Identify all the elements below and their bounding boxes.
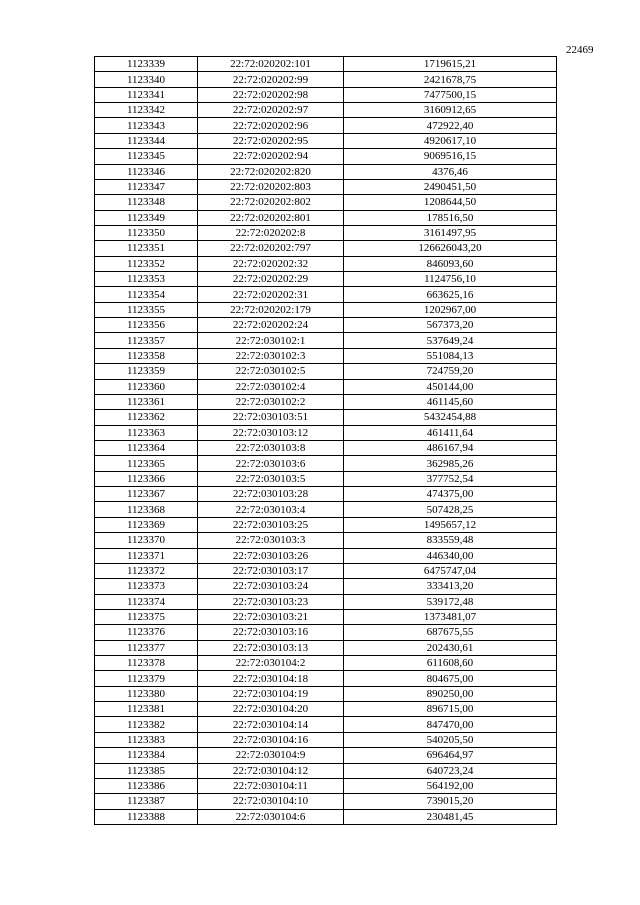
cadastral-value-cell: 178516,50 xyxy=(344,210,557,225)
cadastral-value-cell: 202430,61 xyxy=(344,640,557,655)
cadastral-number-cell: 22:72:020202:94 xyxy=(198,149,344,164)
cadastral-value-cell: 450144,00 xyxy=(344,379,557,394)
table-row xyxy=(95,425,557,440)
cadastral-number-cell: 22:72:020202:31 xyxy=(198,287,344,302)
cadastral-number-cell: 22:72:020202:101 xyxy=(198,57,344,72)
row-number-cell: 1123339 xyxy=(95,57,198,72)
row-number-cell: 1123354 xyxy=(95,287,198,302)
cadastral-value-cell: 1208644,50 xyxy=(344,195,557,210)
table-row xyxy=(95,686,557,701)
cadastral-value-cell: 461411,64 xyxy=(344,425,557,440)
cadastral-value-cell: 640723,24 xyxy=(344,763,557,778)
cadastral-number-cell: 22:72:030104:10 xyxy=(198,794,344,809)
table-body xyxy=(95,57,557,825)
cadastral-number-cell: 22:72:030103:3 xyxy=(198,533,344,548)
cadastral-value-cell: 7477500,15 xyxy=(344,87,557,102)
table-row xyxy=(95,794,557,809)
cadastral-number-cell: 22:72:020202:802 xyxy=(198,195,344,210)
page-number: 22469 xyxy=(566,44,594,56)
table-row xyxy=(95,272,557,287)
table-row xyxy=(95,133,557,148)
row-number-cell: 1123369 xyxy=(95,517,198,532)
cadastral-value-cell: 687675,55 xyxy=(344,625,557,640)
table-row xyxy=(95,471,557,486)
cadastral-number-cell: 22:72:030104:16 xyxy=(198,732,344,747)
cadastral-number-cell: 22:72:030102:3 xyxy=(198,348,344,363)
cadastral-number-cell: 22:72:030103:21 xyxy=(198,609,344,624)
cadastral-number-cell: 22:72:020202:97 xyxy=(198,103,344,118)
row-number-cell: 1123349 xyxy=(95,210,198,225)
cadastral-number-cell: 22:72:030103:28 xyxy=(198,487,344,502)
row-number-cell: 1123380 xyxy=(95,686,198,701)
cadastral-value-cell: 724759,20 xyxy=(344,364,557,379)
cadastral-value-cell: 4920617,10 xyxy=(344,133,557,148)
cadastral-number-cell: 22:72:020202:29 xyxy=(198,272,344,287)
cadastral-number-cell: 22:72:030104:20 xyxy=(198,702,344,717)
cadastral-value-cell: 890250,00 xyxy=(344,686,557,701)
cadastral-number-cell: 22:72:030103:51 xyxy=(198,410,344,425)
cadastral-number-cell: 22:72:020202:96 xyxy=(198,118,344,133)
cadastral-number-cell: 22:72:030104:18 xyxy=(198,671,344,686)
cadastral-number-cell: 22:72:020202:8 xyxy=(198,225,344,240)
table-row xyxy=(95,164,557,179)
cadastral-number-cell: 22:72:030103:16 xyxy=(198,625,344,640)
cadastral-value-cell: 377752,54 xyxy=(344,471,557,486)
cadastral-value-cell: 663625,16 xyxy=(344,287,557,302)
table-row xyxy=(95,487,557,502)
cadastral-number-cell: 22:72:030103:6 xyxy=(198,456,344,471)
table-row xyxy=(95,548,557,563)
cadastral-value-cell: 1719615,21 xyxy=(344,57,557,72)
row-number-cell: 1123365 xyxy=(95,456,198,471)
cadastral-number-cell: 22:72:020202:24 xyxy=(198,318,344,333)
table-row xyxy=(95,717,557,732)
cadastral-value-cell: 4376,46 xyxy=(344,164,557,179)
row-number-cell: 1123346 xyxy=(95,164,198,179)
table-row xyxy=(95,72,557,87)
cadastral-number-cell: 22:72:020202:801 xyxy=(198,210,344,225)
cadastral-value-cell: 486167,94 xyxy=(344,440,557,455)
table-row xyxy=(95,579,557,594)
cadastral-value-cell: 126626043,20 xyxy=(344,241,557,256)
table-row xyxy=(95,440,557,455)
cadastral-value-cell: 3160912,65 xyxy=(344,103,557,118)
cadastral-value-cell: 833559,48 xyxy=(344,533,557,548)
cadastral-value-cell: 551084,13 xyxy=(344,348,557,363)
cadastral-value-cell: 446340,00 xyxy=(344,548,557,563)
table-row xyxy=(95,671,557,686)
cadastral-number-cell: 22:72:030104:19 xyxy=(198,686,344,701)
cadastral-value-cell: 896715,00 xyxy=(344,702,557,717)
table-row xyxy=(95,348,557,363)
row-number-cell: 1123352 xyxy=(95,256,198,271)
row-number-cell: 1123342 xyxy=(95,103,198,118)
cadastral-number-cell: 22:72:030102:5 xyxy=(198,364,344,379)
cadastral-number-cell: 22:72:020202:95 xyxy=(198,133,344,148)
table-row xyxy=(95,563,557,578)
cadastral-number-cell: 22:72:030104:6 xyxy=(198,809,344,824)
table-row xyxy=(95,594,557,609)
row-number-cell: 1123381 xyxy=(95,702,198,717)
cadastral-value-cell: 1124756,10 xyxy=(344,272,557,287)
table-row xyxy=(95,456,557,471)
row-number-cell: 1123345 xyxy=(95,149,198,164)
row-number-cell: 1123340 xyxy=(95,72,198,87)
cadastral-value-cell: 739015,20 xyxy=(344,794,557,809)
cadastral-value-cell: 6475747,04 xyxy=(344,563,557,578)
cadastral-value-cell: 507428,25 xyxy=(344,502,557,517)
cadastral-number-cell: 22:72:030103:17 xyxy=(198,563,344,578)
cadastral-value-cell: 804675,00 xyxy=(344,671,557,686)
table-row xyxy=(95,640,557,655)
row-number-cell: 1123382 xyxy=(95,717,198,732)
cadastral-number-cell: 22:72:020202:99 xyxy=(198,72,344,87)
cadastral-value-cell: 567373,20 xyxy=(344,318,557,333)
row-number-cell: 1123363 xyxy=(95,425,198,440)
table-row xyxy=(95,333,557,348)
table-row xyxy=(95,225,557,240)
row-number-cell: 1123372 xyxy=(95,563,198,578)
row-number-cell: 1123357 xyxy=(95,333,198,348)
row-number-cell: 1123374 xyxy=(95,594,198,609)
row-number-cell: 1123355 xyxy=(95,302,198,317)
table-row xyxy=(95,748,557,763)
table-row xyxy=(95,379,557,394)
cadastral-number-cell: 22:72:030104:11 xyxy=(198,778,344,793)
row-number-cell: 1123367 xyxy=(95,487,198,502)
cadastral-value-cell: 847470,00 xyxy=(344,717,557,732)
cadastral-value-cell: 539172,48 xyxy=(344,594,557,609)
cadastral-number-cell: 22:72:030103:23 xyxy=(198,594,344,609)
cadastral-number-cell: 22:72:030103:26 xyxy=(198,548,344,563)
cadastral-number-cell: 22:72:030103:24 xyxy=(198,579,344,594)
row-number-cell: 1123375 xyxy=(95,609,198,624)
row-number-cell: 1123386 xyxy=(95,778,198,793)
table-row xyxy=(95,517,557,532)
row-number-cell: 1123362 xyxy=(95,410,198,425)
table-row xyxy=(95,149,557,164)
table-row xyxy=(95,210,557,225)
cadastral-value-cell: 2490451,50 xyxy=(344,179,557,194)
cadastral-value-cell: 696464,97 xyxy=(344,748,557,763)
table-row xyxy=(95,778,557,793)
cadastral-number-cell: 22:72:020202:98 xyxy=(198,87,344,102)
table-row xyxy=(95,702,557,717)
cadastral-value-cell: 333413,20 xyxy=(344,579,557,594)
cadastral-value-cell: 2421678,75 xyxy=(344,72,557,87)
cadastral-value-cell: 461145,60 xyxy=(344,394,557,409)
cadastral-number-cell: 22:72:030102:1 xyxy=(198,333,344,348)
table-row xyxy=(95,609,557,624)
cadastral-number-cell: 22:72:020202:797 xyxy=(198,241,344,256)
table-row xyxy=(95,625,557,640)
row-number-cell: 1123378 xyxy=(95,656,198,671)
cadastral-value-cell: 474375,00 xyxy=(344,487,557,502)
table-row xyxy=(95,118,557,133)
cadastral-value-cell: 5432454,88 xyxy=(344,410,557,425)
table-row xyxy=(95,394,557,409)
cadastral-number-cell: 22:72:030103:13 xyxy=(198,640,344,655)
row-number-cell: 1123341 xyxy=(95,87,198,102)
row-number-cell: 1123350 xyxy=(95,225,198,240)
row-number-cell: 1123366 xyxy=(95,471,198,486)
row-number-cell: 1123371 xyxy=(95,548,198,563)
table-row xyxy=(95,502,557,517)
table-row xyxy=(95,732,557,747)
cadastral-value-cell: 1373481,07 xyxy=(344,609,557,624)
row-number-cell: 1123388 xyxy=(95,809,198,824)
cadastral-value-cell: 230481,45 xyxy=(344,809,557,824)
cadastral-number-cell: 22:72:030103:12 xyxy=(198,425,344,440)
row-number-cell: 1123358 xyxy=(95,348,198,363)
cadastral-value-cell: 611608,60 xyxy=(344,656,557,671)
cadastral-value-cell: 472922,40 xyxy=(344,118,557,133)
table-row xyxy=(95,809,557,824)
row-number-cell: 1123368 xyxy=(95,502,198,517)
row-number-cell: 1123351 xyxy=(95,241,198,256)
row-number-cell: 1123356 xyxy=(95,318,198,333)
row-number-cell: 1123360 xyxy=(95,379,198,394)
table-row xyxy=(95,287,557,302)
row-number-cell: 1123377 xyxy=(95,640,198,655)
table-row xyxy=(95,195,557,210)
cadastral-value-cell: 540205,50 xyxy=(344,732,557,747)
cadastral-value-cell: 9069516,15 xyxy=(344,149,557,164)
row-number-cell: 1123359 xyxy=(95,364,198,379)
table-row xyxy=(95,533,557,548)
cadastral-value-cell: 3161497,95 xyxy=(344,225,557,240)
cadastral-number-cell: 22:72:030103:4 xyxy=(198,502,344,517)
table-row xyxy=(95,179,557,194)
table-row xyxy=(95,57,557,72)
row-number-cell: 1123383 xyxy=(95,732,198,747)
cadastral-number-cell: 22:72:030103:8 xyxy=(198,440,344,455)
cadastral-value-table xyxy=(94,56,557,825)
cadastral-value-cell: 1495657,12 xyxy=(344,517,557,532)
cadastral-number-cell: 22:72:030103:5 xyxy=(198,471,344,486)
cadastral-value-cell: 537649,24 xyxy=(344,333,557,348)
row-number-cell: 1123348 xyxy=(95,195,198,210)
row-number-cell: 1123370 xyxy=(95,533,198,548)
cadastral-value-cell: 362985,26 xyxy=(344,456,557,471)
row-number-cell: 1123379 xyxy=(95,671,198,686)
cadastral-number-cell: 22:72:020202:179 xyxy=(198,302,344,317)
row-number-cell: 1123385 xyxy=(95,763,198,778)
table-row xyxy=(95,256,557,271)
row-number-cell: 1123361 xyxy=(95,394,198,409)
table-row xyxy=(95,87,557,102)
cadastral-number-cell: 22:72:030103:25 xyxy=(198,517,344,532)
table-row xyxy=(95,410,557,425)
cadastral-number-cell: 22:72:030104:14 xyxy=(198,717,344,732)
cadastral-number-cell: 22:72:020202:820 xyxy=(198,164,344,179)
cadastral-number-cell: 22:72:030104:12 xyxy=(198,763,344,778)
row-number-cell: 1123344 xyxy=(95,133,198,148)
row-number-cell: 1123387 xyxy=(95,794,198,809)
cadastral-number-cell: 22:72:030104:9 xyxy=(198,748,344,763)
cadastral-value-cell: 1202967,00 xyxy=(344,302,557,317)
cadastral-number-cell: 22:72:030104:2 xyxy=(198,656,344,671)
row-number-cell: 1123347 xyxy=(95,179,198,194)
cadastral-number-cell: 22:72:030102:2 xyxy=(198,394,344,409)
row-number-cell: 1123376 xyxy=(95,625,198,640)
row-number-cell: 1123364 xyxy=(95,440,198,455)
row-number-cell: 1123384 xyxy=(95,748,198,763)
row-number-cell: 1123373 xyxy=(95,579,198,594)
table-row xyxy=(95,103,557,118)
table-row xyxy=(95,302,557,317)
table-row xyxy=(95,318,557,333)
table-row xyxy=(95,763,557,778)
row-number-cell: 1123343 xyxy=(95,118,198,133)
table-row xyxy=(95,364,557,379)
row-number-cell: 1123353 xyxy=(95,272,198,287)
cadastral-value-cell: 846093,60 xyxy=(344,256,557,271)
table-row xyxy=(95,241,557,256)
cadastral-number-cell: 22:72:030102:4 xyxy=(198,379,344,394)
cadastral-number-cell: 22:72:020202:32 xyxy=(198,256,344,271)
table-row xyxy=(95,656,557,671)
cadastral-number-cell: 22:72:020202:803 xyxy=(198,179,344,194)
cadastral-value-cell: 564192,00 xyxy=(344,778,557,793)
